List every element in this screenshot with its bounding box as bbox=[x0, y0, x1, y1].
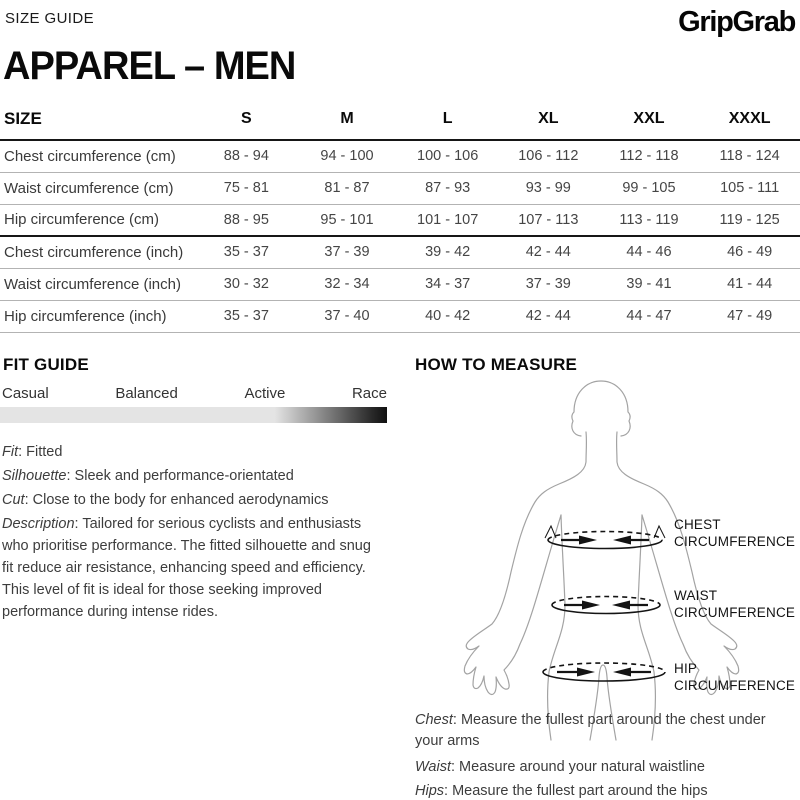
cell-value: 44 - 47 bbox=[599, 300, 700, 332]
table-row bbox=[0, 236, 800, 268]
fit-scale-labels bbox=[2, 385, 387, 402]
cell-value: 101 - 107 bbox=[397, 204, 498, 236]
fit-label-casual: Casual bbox=[2, 385, 49, 402]
cell-value: 87 - 93 bbox=[397, 172, 498, 204]
fit-gradient-bar bbox=[0, 407, 387, 423]
cell-value: 75 - 81 bbox=[196, 172, 297, 204]
col-header-xxxl: XXXL bbox=[699, 101, 800, 140]
instr-term: Waist bbox=[415, 759, 451, 775]
fit-label-active: Active bbox=[244, 385, 286, 402]
attr-text: : Tailored for serious cyclists and enthusiasts who prioritise performance. The fitted silhouette and snug fit reduce air resistance, enhancing speed and efficiency. This level of fit is ideal for those seeking improved performance during intense rides. bbox=[2, 516, 371, 620]
cell-value: 34 - 37 bbox=[397, 268, 498, 300]
measure-instruction-waist bbox=[415, 757, 797, 778]
cell-value: 119 - 125 bbox=[699, 204, 800, 236]
cell-value: 35 - 37 bbox=[196, 236, 297, 268]
row-label-hip-cm: Hip circumference (cm) bbox=[0, 204, 196, 236]
figure-label-line: CHEST bbox=[674, 517, 721, 532]
table-row bbox=[0, 172, 800, 204]
col-header-xxl: XXL bbox=[599, 101, 700, 140]
cell-value: 37 - 40 bbox=[297, 300, 398, 332]
cell-value: 88 - 95 bbox=[196, 204, 297, 236]
instr-term: Hips bbox=[415, 783, 445, 799]
col-header-m: M bbox=[297, 101, 398, 140]
table-row bbox=[0, 300, 800, 332]
row-label-waist-inch: Waist circumference (inch) bbox=[0, 268, 196, 300]
row-label-chest-cm: Chest circumference (cm) bbox=[0, 140, 196, 172]
cell-value: 37 - 39 bbox=[297, 236, 398, 268]
fit-attribute-description bbox=[2, 513, 384, 623]
cell-value: 46 - 49 bbox=[699, 236, 800, 268]
table-header-row bbox=[0, 101, 800, 140]
cell-value: 93 - 99 bbox=[498, 172, 599, 204]
cell-value: 106 - 112 bbox=[498, 140, 599, 172]
cell-value: 39 - 42 bbox=[397, 236, 498, 268]
attr-text: : Fitted bbox=[18, 444, 63, 460]
measure-instruction-chest bbox=[415, 710, 767, 752]
instr-term: Chest bbox=[415, 712, 453, 728]
cell-value: 44 - 46 bbox=[599, 236, 700, 268]
fit-attribute-cut bbox=[2, 489, 328, 511]
attr-text: : Close to the body for enhanced aerodynamics bbox=[24, 492, 329, 508]
figure-label-chest bbox=[674, 517, 795, 550]
figure-label-line: CIRCUMFERENCE bbox=[674, 604, 796, 620]
cell-value: 99 - 105 bbox=[599, 172, 700, 204]
cell-value: 40 - 42 bbox=[397, 300, 498, 332]
size-table bbox=[0, 101, 800, 333]
cell-value: 41 - 44 bbox=[699, 268, 800, 300]
fit-label-race: Race bbox=[351, 385, 387, 402]
attr-term: Silhouette bbox=[2, 468, 67, 484]
table-row bbox=[0, 268, 800, 300]
cell-value: 105 - 111 bbox=[699, 172, 800, 204]
measure-instruction-hips bbox=[415, 781, 797, 800]
cell-value: 42 - 44 bbox=[498, 300, 599, 332]
attr-text: : Sleek and performance-orientated bbox=[66, 468, 294, 484]
page-label: SIZE GUIDE bbox=[5, 10, 95, 27]
cell-value: 107 - 113 bbox=[498, 204, 599, 236]
cell-value: 30 - 32 bbox=[196, 268, 297, 300]
cell-value: 94 - 100 bbox=[297, 140, 398, 172]
fit-attribute-silhouette bbox=[2, 465, 294, 487]
fit-attribute-fit bbox=[2, 441, 62, 463]
cell-value: 112 - 118 bbox=[599, 140, 700, 172]
attr-term: Description bbox=[2, 516, 75, 532]
page-title: APPAREL – MEN bbox=[3, 44, 296, 88]
cell-value: 118 - 124 bbox=[699, 140, 800, 172]
figure-label-line: CIRCUMFERENCE bbox=[674, 677, 796, 693]
cell-value: 100 - 106 bbox=[397, 140, 498, 172]
col-header-size: SIZE bbox=[0, 101, 196, 140]
cell-value: 81 - 87 bbox=[297, 172, 398, 204]
table-row bbox=[0, 204, 800, 236]
cell-value: 37 - 39 bbox=[498, 268, 599, 300]
table-row bbox=[0, 140, 800, 172]
how-to-measure-heading: HOW TO MEASURE bbox=[415, 355, 578, 374]
figure-label-line: CIRCUMFERENCE bbox=[674, 533, 796, 549]
cell-value: 95 - 101 bbox=[297, 204, 398, 236]
fit-label-balanced: Balanced bbox=[115, 385, 178, 402]
attr-term: Cut bbox=[2, 492, 25, 508]
row-label-waist-cm: Waist circumference (cm) bbox=[0, 172, 196, 204]
row-label-chest-inch: Chest circumference (inch) bbox=[0, 236, 196, 268]
figure-label-waist bbox=[674, 588, 795, 621]
cell-value: 39 - 41 bbox=[599, 268, 700, 300]
instr-text: : Measure around your natural waistline bbox=[451, 759, 705, 775]
col-header-xl: XL bbox=[498, 101, 599, 140]
figure-label-hip bbox=[674, 661, 795, 694]
attr-term: Fit bbox=[2, 444, 19, 460]
instr-text: : Measure the fullest part around the chest under your arms bbox=[415, 712, 766, 749]
figure-label-line: HIP bbox=[674, 661, 698, 676]
gripgrab-logo: GripGrab bbox=[678, 6, 795, 38]
col-header-s: S bbox=[196, 101, 297, 140]
fit-guide-heading: FIT GUIDE bbox=[3, 355, 89, 374]
cell-value: 88 - 94 bbox=[196, 140, 297, 172]
cell-value: 113 - 119 bbox=[599, 204, 700, 236]
instr-text: : Measure the fullest part around the hips bbox=[444, 783, 708, 799]
cell-value: 47 - 49 bbox=[699, 300, 800, 332]
cell-value: 42 - 44 bbox=[498, 236, 599, 268]
col-header-l: L bbox=[397, 101, 498, 140]
figure-label-line: WAIST bbox=[674, 588, 718, 603]
cell-value: 32 - 34 bbox=[297, 268, 398, 300]
row-label-hip-inch: Hip circumference (inch) bbox=[0, 300, 196, 332]
size-table-container bbox=[0, 101, 800, 333]
cell-value: 35 - 37 bbox=[196, 300, 297, 332]
